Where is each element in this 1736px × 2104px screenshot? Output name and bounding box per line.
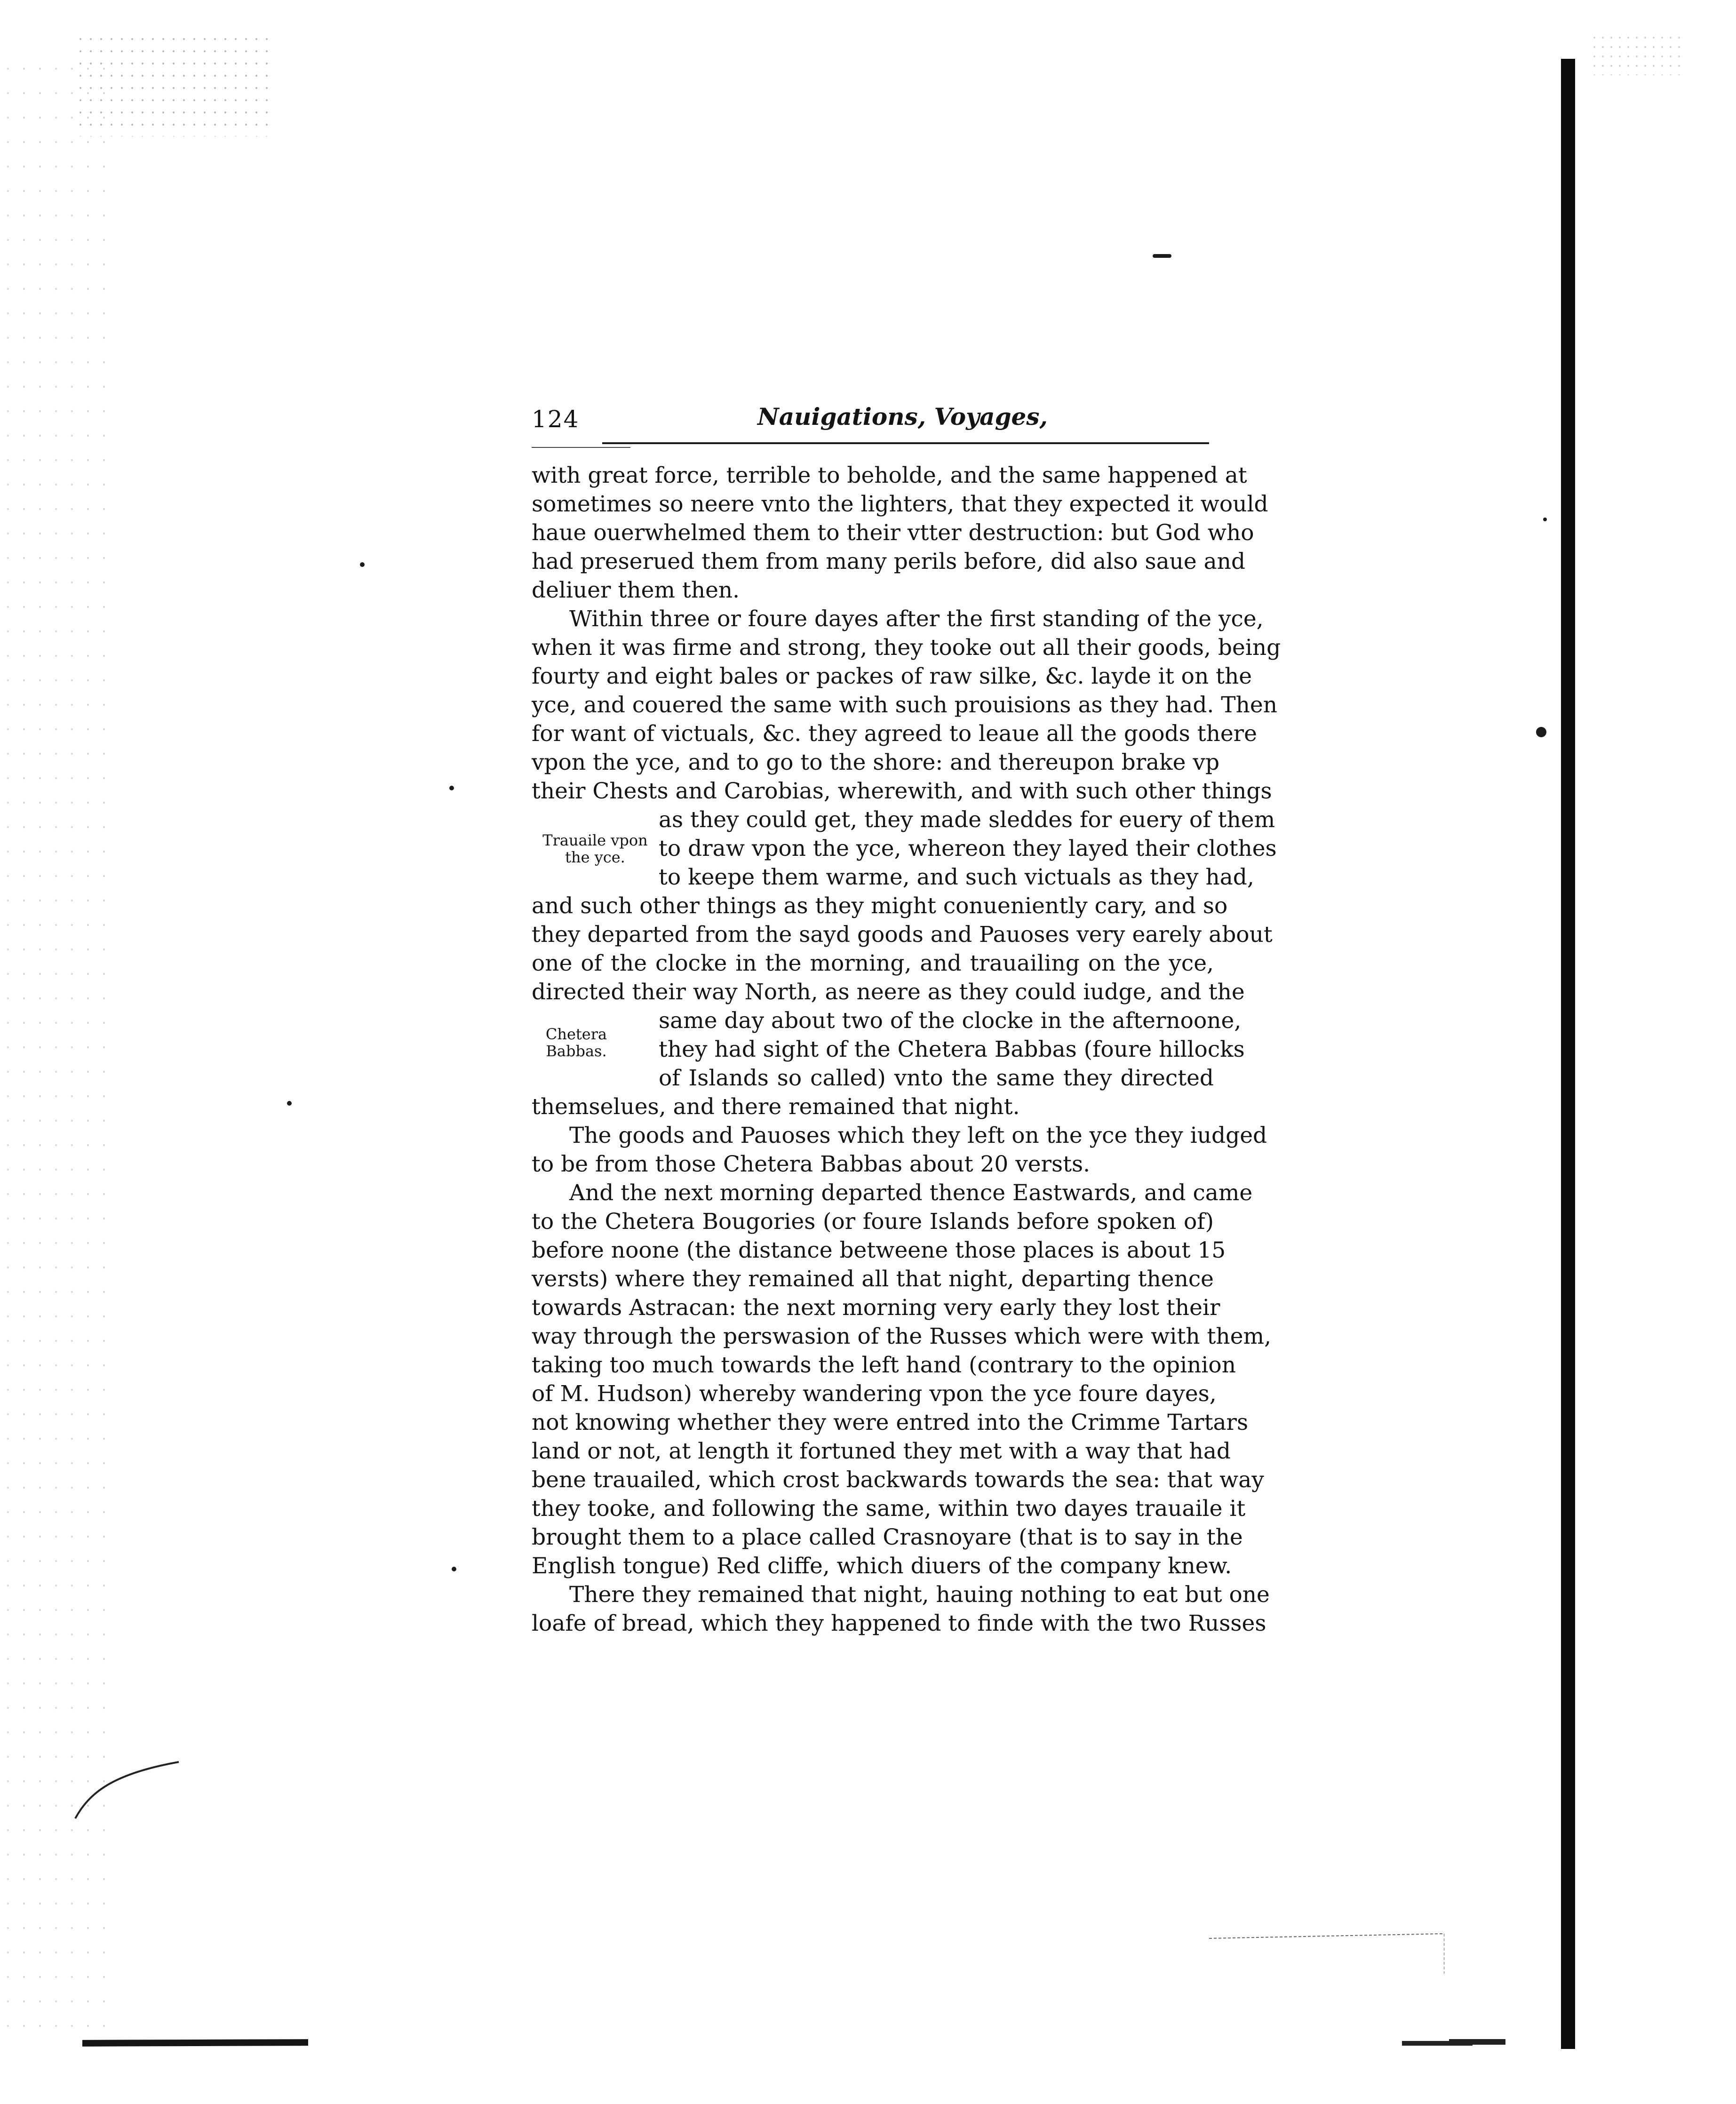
scan-box-mark [1209,1920,1444,1976]
text-line: versts) where they remained all that night, departing thence [532,1266,1214,1292]
page-title: Nauigations, Voyages, [757,403,1048,430]
text-line: not knowing whether they were entred into the Crimme Tartars [532,1410,1249,1435]
text-line: taking too much towards the left hand (contrary to the opinion [532,1352,1236,1378]
paragraph [532,605,1281,1121]
text-line: to draw vpon the yce, whereon they layed their clothes [659,836,1277,861]
page-number: 124 [532,406,580,433]
text-line: to be from those Chetera Babbas about 20 versts. [532,1151,1091,1177]
text-line: to the Chetera Bougories (or foure Islands before spoken of) [532,1209,1214,1235]
pen-stroke-mark [71,1760,183,1821]
text-line: with great force, terrible to beholde, and the same happened at [532,462,1247,488]
text-line: land or not, at length it fortuned they met with a way that had [532,1438,1231,1464]
text-line: before noone (the distance betweene those places is about 15 [532,1237,1226,1263]
text-line: as they could get, they made sleddes for euery of them [659,807,1275,833]
text-line: towards Astracan: the next morning very early they lost their [532,1295,1220,1321]
body-text [532,461,1281,1638]
text-line: bene trauailed, which crost backwards towards the sea: that way [532,1467,1264,1493]
scan-noise-top-right [1590,33,1684,75]
scan-speck [287,1101,292,1106]
text-line: they tooke, and following the same, within two dayes trauaile it [532,1496,1246,1522]
text-line: their Chests and Carobias, wherewith, and with such other things [532,778,1272,804]
text-line: they departed from the sayd goods and Pauoses very earely about [532,922,1273,948]
text-line: Within three or foure dayes after the first standing of the yce, [569,606,1264,632]
scan-speck [360,562,365,567]
text-line: brought them to a place called Crasnoyare (that is to say in the [532,1524,1243,1550]
paragraph [532,1121,1267,1179]
text-line: fourty and eight bales or packes of raw silke, &c. layde it on the [532,663,1252,689]
text-line: haue ouerwhelmed them to their vtter destruction: but God who [532,520,1254,546]
text-line: for want of victuals, &c. they agreed to leaue all the goods there [532,721,1257,747]
running-head [532,400,1209,438]
scan-speck [1153,254,1171,258]
text-line: vpon the yce, and to go to the shore: and thereupon brake vp [532,749,1220,775]
header-rule [602,442,1209,444]
text-line: and such other things as they might conueniently cary, and so [532,893,1228,919]
header-rule-stub [532,447,630,448]
text-line: same day about two of the clocke in the afternoone, [659,1008,1242,1034]
text-line: when it was firme and strong, they tooke out all their goods, being [532,635,1281,661]
text-line: way through the perswasion of the Russes which were with them, [532,1323,1272,1349]
text-line: had preserued them from many perils before, did also saue and [532,549,1246,574]
text-line: directed their way North, as neere as they could iudge, and the [532,979,1245,1005]
text-line: of Islands so called) vnto the same they directed [659,1065,1214,1091]
scan-noise-left [0,56,108,2032]
paragraph [532,1580,1270,1638]
text-line: they had sight of the Chetera Babbas (foure hillocks [659,1036,1245,1062]
text-line: And the next morning departed thence Eastwards, and came [569,1180,1253,1206]
paragraph [532,1179,1272,1580]
text-line: There they remained that night, hauing nothing to eat but one [569,1582,1270,1608]
margin-note: Chetera Babbas. [545,1025,607,1060]
scan-speck [449,786,454,790]
text-line: to keepe them warme, and such victuals as they had, [659,864,1254,890]
text-line: themselues, and there remained that night. [532,1094,1020,1120]
text-line: yce, and couered the same with such prouisions as they had. Then [532,692,1277,718]
scan-speck [452,1567,456,1571]
scan-noise-top [75,33,273,136]
scan-speck [1543,518,1547,521]
text-line: English tongue) Red cliffe, which diuers of the company knew. [532,1553,1232,1579]
text-line: of M. Hudson) whereby wandering vpon the yce foure dayes, [532,1381,1217,1407]
scan-edge-bottom [82,2039,308,2047]
text-line: one of the clocke in the morning, and trauailing on the yce, [532,950,1214,976]
text-line: The goods and Pauoses which they left on the yce they iudged [569,1123,1267,1148]
scan-edge-right [1561,59,1575,2049]
scan-edge-bottom-mark [1449,2039,1505,2045]
paragraph [532,461,1268,605]
margin-note: Trauaile vpon the yce. [542,831,648,866]
text-line: deliuer them then. [532,577,740,603]
text-line: loafe of bread, which they happened to finde with the two Russes [532,1610,1266,1636]
scan-speck [1536,727,1546,737]
text-line: sometimes so neere vnto the lighters, that they expected it would [532,491,1268,517]
